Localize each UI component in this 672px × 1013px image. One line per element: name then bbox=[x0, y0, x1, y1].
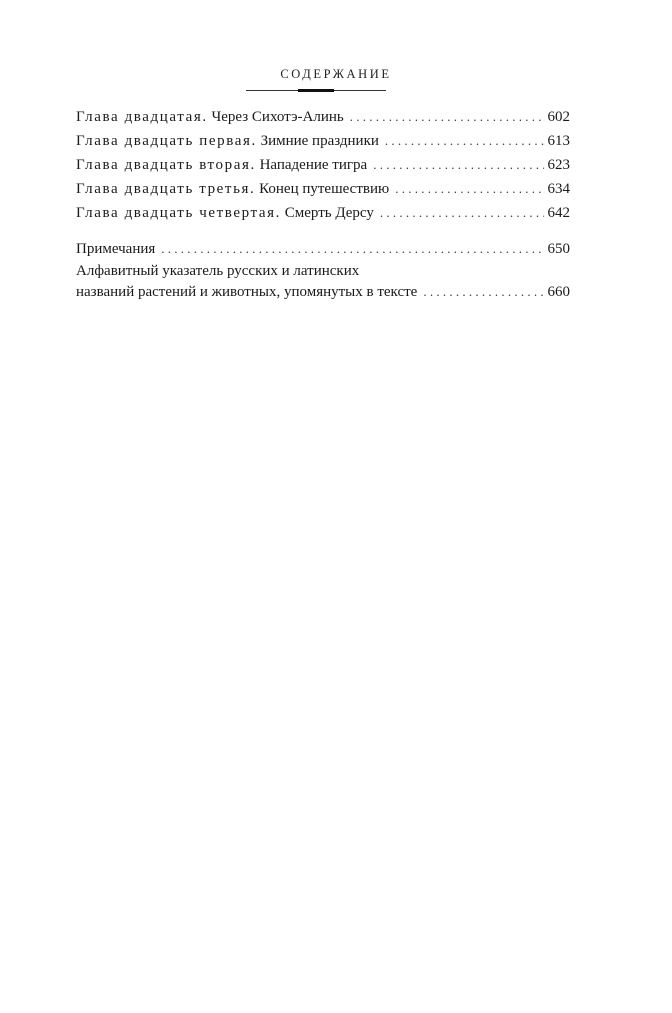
page-number: 602 bbox=[547, 109, 570, 125]
page-number: 613 bbox=[547, 133, 570, 149]
toc-entry-notes[interactable] bbox=[76, 237, 570, 261]
chapter-label: Глава двадцать третья. bbox=[76, 181, 256, 197]
page-number: 623 bbox=[547, 157, 570, 173]
dot-leader bbox=[380, 201, 544, 225]
page-number: 634 bbox=[547, 181, 570, 197]
page-number: 642 bbox=[547, 205, 570, 221]
dot-leader bbox=[395, 177, 543, 201]
title-rule-accent bbox=[298, 89, 334, 92]
chapter-name: Нападение тигра bbox=[259, 157, 368, 173]
toc-entry-title bbox=[76, 177, 389, 201]
chapter-label: Глава двадцать вторая. bbox=[76, 157, 256, 173]
page-number: 650 bbox=[547, 241, 570, 257]
section-gap bbox=[76, 225, 570, 237]
dot-leader bbox=[423, 281, 543, 303]
toc-entry-title bbox=[76, 129, 379, 153]
toc-entry-title-line-2-row bbox=[76, 281, 570, 303]
dot-leader bbox=[373, 153, 543, 177]
toc-entry-chapter-21[interactable] bbox=[76, 129, 570, 153]
toc-entry-title: Примечания bbox=[76, 241, 156, 257]
toc-entry-title bbox=[76, 201, 374, 225]
dot-leader bbox=[385, 129, 544, 153]
chapter-name: Зимние праздники bbox=[260, 133, 379, 149]
table-of-contents bbox=[76, 105, 570, 303]
toc-entry-title bbox=[76, 105, 344, 129]
chapter-name: Конец путешествию bbox=[259, 181, 390, 197]
toc-entry-title-line-2: названий растений и животных, упомянутых в тексте bbox=[76, 284, 418, 300]
page-title: СОДЕРЖАНИЕ bbox=[280, 67, 392, 81]
chapter-label: Глава двадцатая. bbox=[76, 109, 208, 125]
dot-leader bbox=[161, 237, 543, 261]
toc-entry-title bbox=[76, 153, 367, 177]
chapter-name: Через Сихотэ-Алинь bbox=[211, 109, 344, 125]
toc-entry-chapter-23[interactable] bbox=[76, 177, 570, 201]
chapter-name: Смерть Дерсу bbox=[284, 205, 374, 221]
page-number: 660 bbox=[547, 284, 570, 300]
toc-entry-chapter-20[interactable] bbox=[76, 105, 570, 129]
toc-entry-chapter-24[interactable] bbox=[76, 201, 570, 225]
toc-entry-title-line-1: Алфавитный указатель русских и латинских bbox=[76, 263, 360, 279]
toc-entry-chapter-22[interactable] bbox=[76, 153, 570, 177]
toc-entry-index[interactable] bbox=[76, 261, 570, 303]
dot-leader bbox=[350, 105, 544, 129]
chapter-label: Глава двадцать первая. bbox=[76, 133, 257, 149]
chapter-label: Глава двадцать четвертая. bbox=[76, 205, 281, 221]
